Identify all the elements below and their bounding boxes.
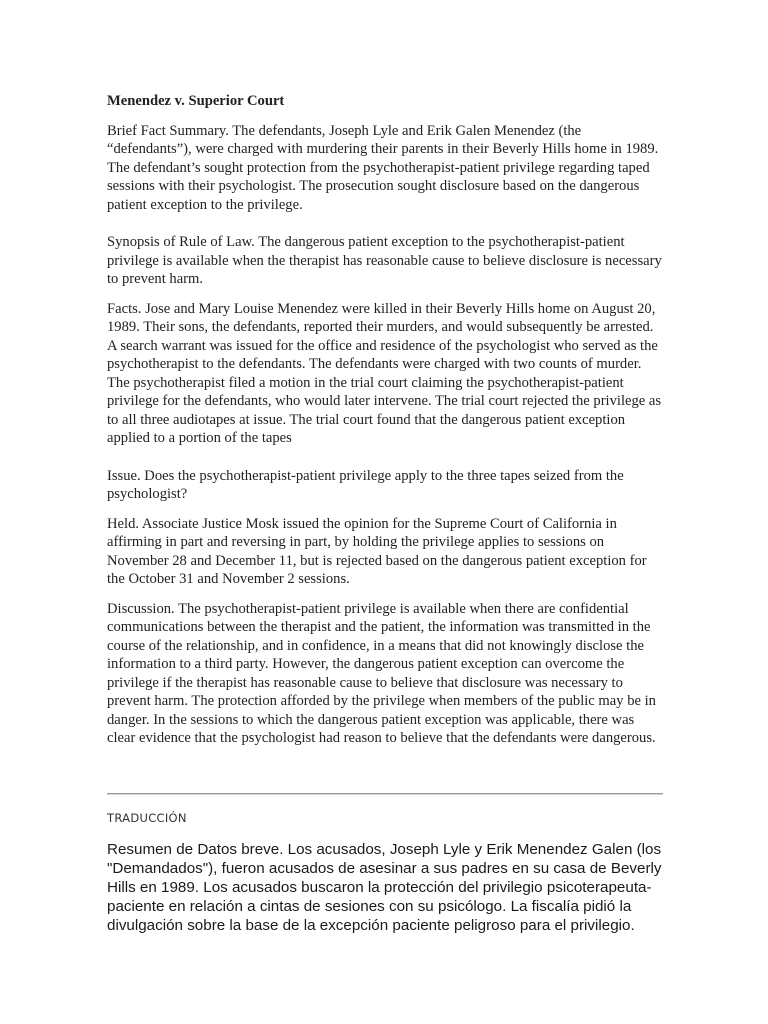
paragraph-synopsis: Synopsis of Rule of Law. The dangerous patient exception to the psychotherapist-patient privilege is available when the therapist has reasonable cause to believe disclosure is necessary to prevent harm. [107, 234, 662, 287]
paragraph-brief-fact-summary: Brief Fact Summary. The defendants, Joseph Lyle and Erik Galen Menendez (the “defendants”), were charged with murdering their parents in their Beverly Hills home in 1989. The defendant’s sought protection from the psychotherapist-patient privilege regarding taped sessions with their psychologist. The prosecution sought disclosure based on the dangerous patient exception to the privilege. [107, 122, 659, 213]
document-content [107, 92, 663, 748]
document-title: Menendez v. Superior Court [107, 93, 285, 109]
translation-body: Resumen de Datos breve. Los acusados, Joseph Lyle y Erik Menendez Galen (los "Demandados"), fueron acusados de asesinar a sus padres en su casa de Beverly Hills en 1989. Los acusados buscaron la protección del privilegio psicoterapeuta-paciente en relación a cintas de sesiones con su psicólogo. La fiscalía pidió la divulgación sobre la base de la excepción paciente peligroso para el privilegio. [107, 841, 662, 934]
paragraph-issue: Issue. Does the psychotherapist-patient privilege apply to the three tapes seized from the psychologist? [107, 467, 624, 502]
paragraph-discussion: Discussion. The psychotherapist-patient privilege is available when there are confidential communications between the therapist and the patient, the information was transmitted in the course of the relationship, and in confidence, in a means that did not knowingly disclose the information to a third party. However, the dangerous patient exception can overcome the privilege if the therapist has reasonable cause to believe that disclosure was necessary to prevent harm. The protection afforded by the privilege when members of the public may be in danger. In the sessions to which the dangerous patient exception was applicable, there was clear evidence that the psychologist had reason to believe that the defendants were dangerous. [107, 600, 656, 746]
paragraph-facts: Facts. Jose and Mary Louise Menendez were killed in their Beverly Hills home on August 20, 1989. Their sons, the defendants, reported their murders, and would subsequently be arrested. A search warrant was issued for the office and residence of the psychologist who served as the psychotherapist to the defendants. The defendants were charged with two counts of murder. The psychotherapist filed a motion in the trial court claiming the psychotherapist-patient privilege for the defendants, who would later intervene. The trial court rejected the privilege as to all three audiotapes at issue. The trial court found that the dangerous patient exception applied to a portion of the tapes [107, 300, 662, 446]
translation-heading: TRADUCCIÓN [107, 811, 187, 825]
paragraph-held: Held. Associate Justice Mosk issued the opinion for the Supreme Court of California in affirming in part and reversing in part, by holding the privilege applies to sessions on November 28 and December 11, but is rejected based on the dangerous patient exception for the October 31 and November 2 sessions. [107, 515, 647, 587]
section-divider [107, 793, 663, 795]
